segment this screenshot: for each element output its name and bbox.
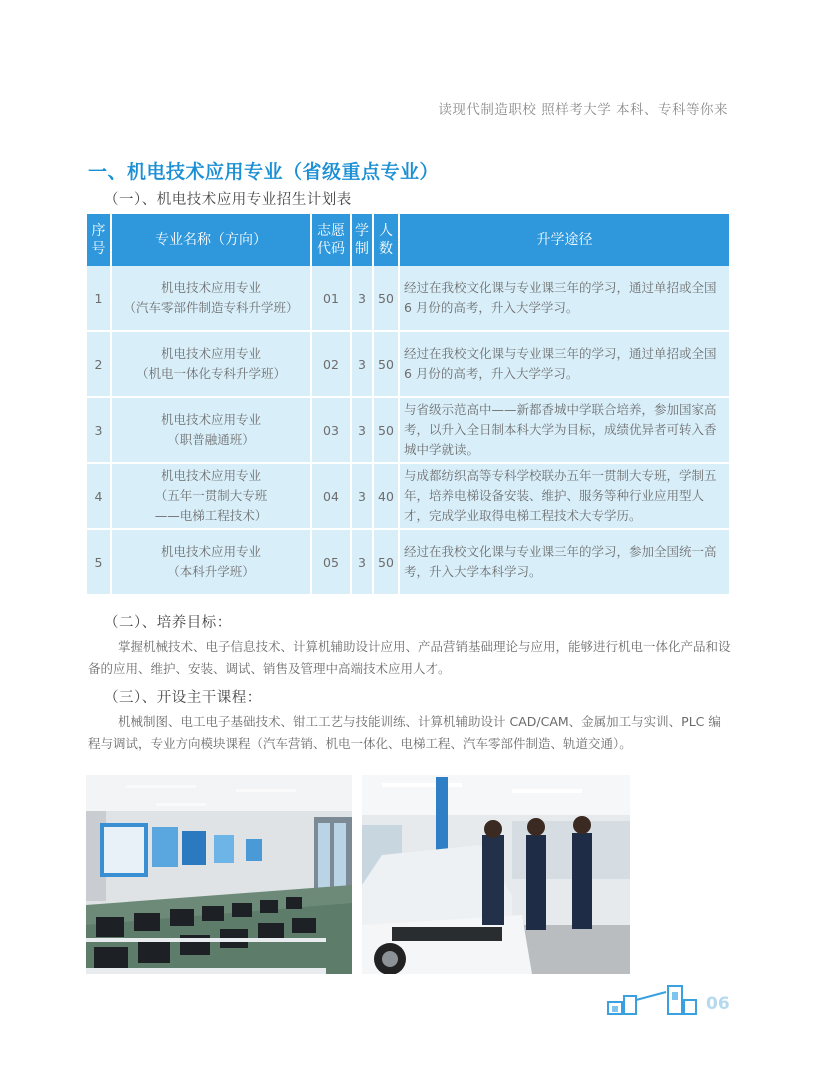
training-goals-heading: （二）、培养目标：	[104, 615, 232, 631]
cell-count: 40	[373, 463, 399, 529]
table-header-row	[87, 214, 729, 266]
page-number: 06	[706, 994, 730, 1014]
column-header-route: 升学途径	[399, 214, 729, 266]
cell-code: 01	[311, 266, 351, 331]
cell-code: 05	[311, 529, 351, 595]
enrollment-plan-table	[87, 214, 729, 596]
table-row	[87, 529, 729, 595]
column-header-years: 学 制	[351, 214, 373, 266]
cell-name: 机电技术应用专业 （本科升学班）	[111, 529, 311, 595]
cell-route: 经过在我校文化课与专业课三年的学习，参加全国统一高考，升入大学本科学习。	[399, 529, 729, 595]
cell-years: 3	[351, 266, 373, 331]
cell-code: 04	[311, 463, 351, 529]
column-header-index: 序 号	[87, 214, 111, 266]
table-row	[87, 266, 729, 331]
car-maintenance-photo	[362, 775, 630, 974]
main-courses-heading: （三）、开设主干课程：	[104, 690, 262, 706]
cell-index: 5	[87, 529, 111, 595]
cell-name: 机电技术应用专业 （职普融通班）	[111, 397, 311, 463]
school-building-logo-icon	[606, 982, 698, 1018]
section-title: 一、机电技术应用专业（省级重点专业）	[88, 161, 440, 183]
enrollment-plan-heading: （一）、机电技术应用专业招生计划表	[104, 192, 352, 208]
table-row	[87, 331, 729, 397]
cell-route: 经过在我校文化课与专业课三年的学习，通过单招或全国 6 月份的高考，升入大学学习。	[399, 266, 729, 331]
cell-name: 机电技术应用专业 （汽车零部件制造专科升学班）	[111, 266, 311, 331]
cell-route: 与成都纺织高等专科学校联办五年一贯制大专班，学制五年，培养电梯设备安装、维护、服务等种行业应用型人才，完成学业取得电梯工程技术大专学历。	[399, 463, 729, 529]
column-header-code: 志愿 代码	[311, 214, 351, 266]
cell-years: 3	[351, 397, 373, 463]
cell-name: 机电技术应用专业 （五年一贯制大专班 ——电梯工程技术）	[111, 463, 311, 529]
cell-count: 50	[373, 266, 399, 331]
cell-route: 经过在我校文化课与专业课三年的学习，通过单招或全国 6 月份的高考，升入大学学习。	[399, 331, 729, 397]
cell-code: 02	[311, 331, 351, 397]
computer-lab-photo	[86, 775, 352, 974]
main-courses-text: 机械制图、电工电子基础技术、钳工工艺与技能训练、计算机辅助设计 CAD/CAM、金属加工与实训、PLC 编程与调试，专业方向模块课程（汽车营销、机电一体化、电梯工程、汽车零部件制造、轨道交通）。	[88, 714, 721, 751]
header-slogan: 读现代制造职校 照样考大学 本科、专科等你来	[438, 102, 728, 118]
cell-route: 与省级示范高中——新都香城中学联合培养，参加国家高考，以升入全日制本科大学为目标，成绩优异者可转入香城中学就读。	[399, 397, 729, 463]
cell-name: 机电技术应用专业 （机电一体化专科升学班）	[111, 331, 311, 397]
cell-index: 3	[87, 397, 111, 463]
cell-index: 4	[87, 463, 111, 529]
table-row	[87, 397, 729, 463]
cell-count: 50	[373, 331, 399, 397]
cell-count: 50	[373, 529, 399, 595]
cell-code: 03	[311, 397, 351, 463]
training-goals-text: 掌握机械技术、电子信息技术、计算机辅助设计应用、产品营销基础理论与应用，能够进行机电一体化产品和设备的应用、维护、安装、调试、销售及管理中高端技术应用人才。	[88, 639, 731, 676]
cell-count: 50	[373, 397, 399, 463]
cell-years: 3	[351, 529, 373, 595]
cell-index: 1	[87, 266, 111, 331]
column-header-count: 人 数	[373, 214, 399, 266]
cell-index: 2	[87, 331, 111, 397]
cell-years: 3	[351, 463, 373, 529]
column-header-name: 专业名称（方向）	[111, 214, 311, 266]
table-row	[87, 463, 729, 529]
cell-years: 3	[351, 331, 373, 397]
